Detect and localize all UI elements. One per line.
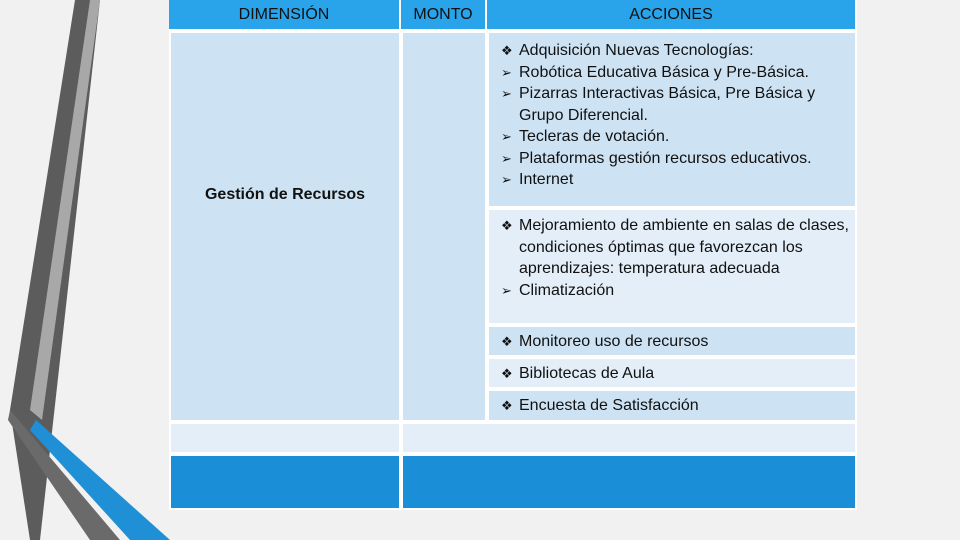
actions-list-1 [495, 40, 849, 191]
arrow-bullet-icon: ➢ [501, 129, 512, 144]
arrow-bullet-icon: ➢ [501, 282, 512, 298]
action-text: Pizarras Interactivas Básica, Pre Básica y Grupo Diferencial. [519, 85, 816, 124]
action-text: Encuesta de Satisfacción [519, 397, 699, 414]
arrow-bullet-icon: ➢ [501, 172, 512, 187]
action-text: Adquisición Nuevas Tecnologías: [519, 42, 754, 59]
action-text: Bibliotecas de Aula [519, 365, 655, 382]
empty-row-dimension [169, 422, 401, 454]
arrow-bullet-icon: ➢ [501, 86, 512, 101]
list-item [495, 331, 849, 352]
diamond-bullet-icon: ❖ [501, 366, 513, 381]
header-dimension [169, 0, 401, 31]
actions-row-5 [487, 389, 857, 422]
amount-cell-1 [401, 31, 487, 422]
header-amount [401, 0, 487, 31]
header-dimension-label: DIMENSIÓN [238, 5, 330, 23]
header-actions [487, 0, 857, 31]
actions-row-4 [487, 357, 857, 389]
list-item [495, 83, 849, 126]
action-text: Robótica Educativa Básica y Pre-Básica. [519, 63, 809, 81]
list-item [495, 169, 849, 191]
dimension-cell [169, 31, 401, 422]
dimension-label: Gestión de Recursos [204, 186, 366, 203]
empty-row-amount [401, 422, 857, 454]
arrow-bullet-icon: ➢ [501, 64, 512, 80]
header-actions-label: ACCIONES [629, 5, 713, 23]
decorative-stripes [0, 0, 170, 540]
diamond-bullet-icon: ❖ [501, 334, 513, 349]
list-item [495, 126, 849, 148]
footer-row-amount [401, 454, 857, 510]
actions-row-2 [487, 208, 857, 325]
diamond-bullet-icon: ❖ [501, 218, 513, 233]
list-item [495, 148, 849, 170]
stripe-gray-light [30, 0, 100, 420]
action-text: Plataformas gestión recursos educativos. [519, 149, 812, 167]
action-text: Internet [519, 171, 574, 188]
arrow-bullet-icon: ➢ [501, 150, 512, 166]
action-text: Tecleras de votación. [519, 128, 670, 145]
actions-row-3 [487, 325, 857, 357]
list-item [495, 62, 849, 84]
list-item [495, 40, 849, 62]
actions-row-1 [487, 31, 857, 208]
action-text: Mejoramiento de ambiente en salas de clases, condiciones óptimas que favorezcan los aprendizajes: temperatura adecuada [519, 217, 849, 277]
list-item [495, 215, 849, 280]
diamond-bullet-icon: ❖ [501, 398, 513, 413]
list-item [495, 395, 849, 416]
list-item [495, 363, 849, 384]
footer-row-dimension [169, 454, 401, 510]
diamond-bullet-icon: ❖ [501, 43, 513, 58]
action-text: Monitoreo uso de recursos [519, 333, 709, 350]
list-item [495, 280, 849, 302]
header-amount-label: MONTO [413, 5, 473, 23]
actions-list-2 [495, 215, 849, 301]
action-text: Climatización [519, 281, 615, 299]
resources-table [169, 0, 857, 510]
